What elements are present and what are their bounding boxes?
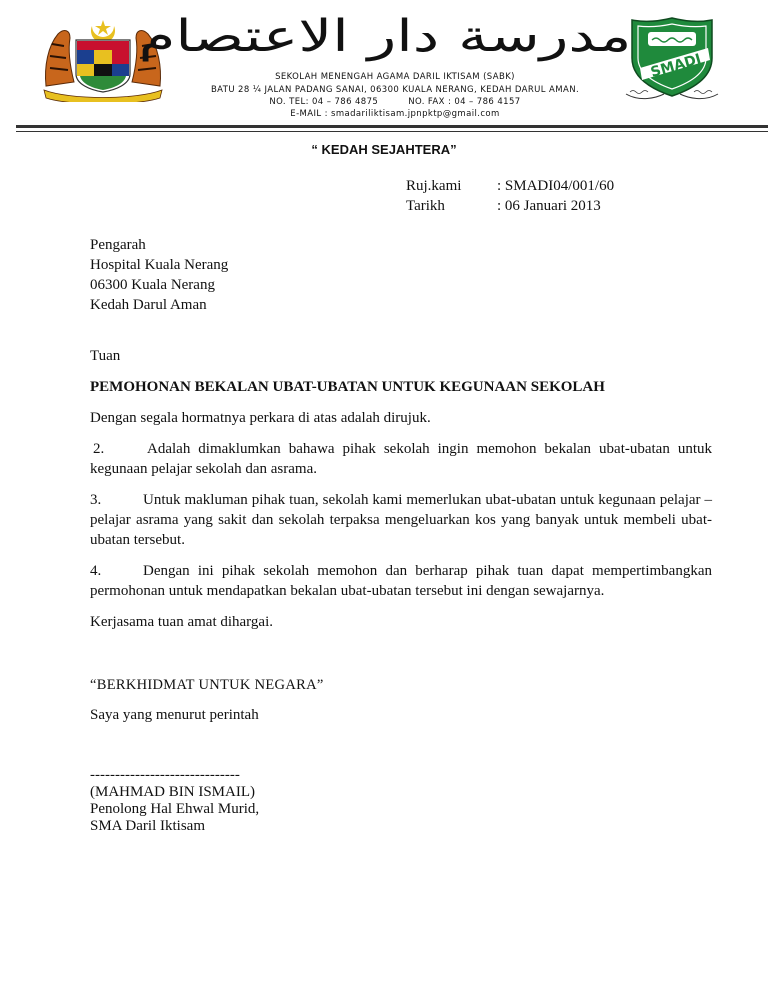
date-label: Tarikh bbox=[406, 198, 445, 214]
recipient-address bbox=[90, 235, 228, 315]
header-divider-thin bbox=[16, 131, 768, 132]
signatory-title: Penolong Hal Ehwal Murid, bbox=[90, 801, 260, 817]
paragraph-2 bbox=[90, 439, 712, 479]
paragraph-text: Dengan ini pihak sekolah memohon dan berharap pihak tuan dapat mempertimbangkan permohonan untuk mendapatkan bekalan ubat-ubatan tersebut ini dengan sewajarnya. bbox=[90, 563, 712, 599]
slogan: “BERKHIDMAT UNTUK NEGARA” bbox=[90, 677, 324, 693]
intro-paragraph: Dengan segala hormatnya perkara di atas adalah dirujuk. bbox=[90, 410, 431, 426]
state-motto: “ KEDAH SEJAHTERA” bbox=[311, 142, 457, 157]
contact-numbers bbox=[180, 96, 610, 108]
recipient-line: Kedah Darul Aman bbox=[90, 297, 207, 313]
paragraph-4 bbox=[90, 561, 712, 601]
salutation: Tuan bbox=[90, 348, 121, 364]
reference-label: Ruj.kami bbox=[406, 178, 462, 194]
fax-number: NO. FAX : 04 – 786 4157 bbox=[408, 97, 521, 107]
header-divider-thick bbox=[16, 125, 768, 128]
svg-text:SMADI: SMADI bbox=[648, 51, 704, 81]
smadi-school-logo bbox=[620, 14, 724, 106]
signature-line: ------------------------------ bbox=[90, 767, 240, 783]
signatory-name: (MAHMAD BIN ISMAIL) bbox=[90, 784, 255, 800]
recipient-line: 06300 Kuala Nerang bbox=[90, 277, 215, 293]
school-name: SEKOLAH MENENGAH AGAMA DARIL IKTISAM (SABK) bbox=[275, 72, 515, 82]
arabic-school-title: مدرسة دار الاعتصام bbox=[138, 11, 632, 62]
paragraph-3 bbox=[90, 490, 712, 550]
recipient-line: Hospital Kuala Nerang bbox=[90, 257, 229, 273]
letter-subject: PEMOHONAN BEKALAN UBAT-UBATAN UNTUK KEGUNAAN SEKOLAH bbox=[90, 379, 605, 395]
closing-thanks: Kerjasama tuan amat dihargai. bbox=[90, 614, 273, 630]
paragraph-text: Untuk makluman pihak tuan, sekolah kami memerlukan ubat-ubatan untuk kegunaan pelajar – pelajar asrama yang sakit dan sekolah terpaksa mengeluarkan kos yang banyak untuk membeli ubat-ubatan tersebut. bbox=[90, 492, 712, 548]
paragraph-number: 4. bbox=[90, 563, 102, 579]
signatory-org: SMA Daril Iktisam bbox=[90, 818, 205, 834]
paragraph-number: 2. bbox=[93, 441, 105, 457]
school-address: BATU 28 ¼ JALAN PADANG SANAI, 06300 KUALA NERANG, KEDAH DARUL AMAN. bbox=[210, 85, 580, 95]
tel-number: NO. TEL: 04 – 786 4875 bbox=[269, 97, 379, 107]
recipient-line: Pengarah bbox=[90, 237, 146, 253]
reference-value: : SMADI04/001/60 bbox=[497, 178, 615, 194]
date-value: : 06 Januari 2013 bbox=[497, 198, 601, 214]
paragraph-number: 3. bbox=[90, 492, 102, 508]
closing-saya: Saya yang menurut perintah bbox=[90, 707, 259, 723]
school-email: E-MAIL : smadariliktisam.jpnpktp@gmail.com bbox=[290, 109, 500, 119]
paragraph-text: Adalah dimaklumkan bahawa pihak sekolah ingin memohon bekalan ubat-ubatan untuk kegunaan pelajar sekolah dan asrama. bbox=[90, 441, 712, 477]
signature-block bbox=[90, 767, 259, 835]
